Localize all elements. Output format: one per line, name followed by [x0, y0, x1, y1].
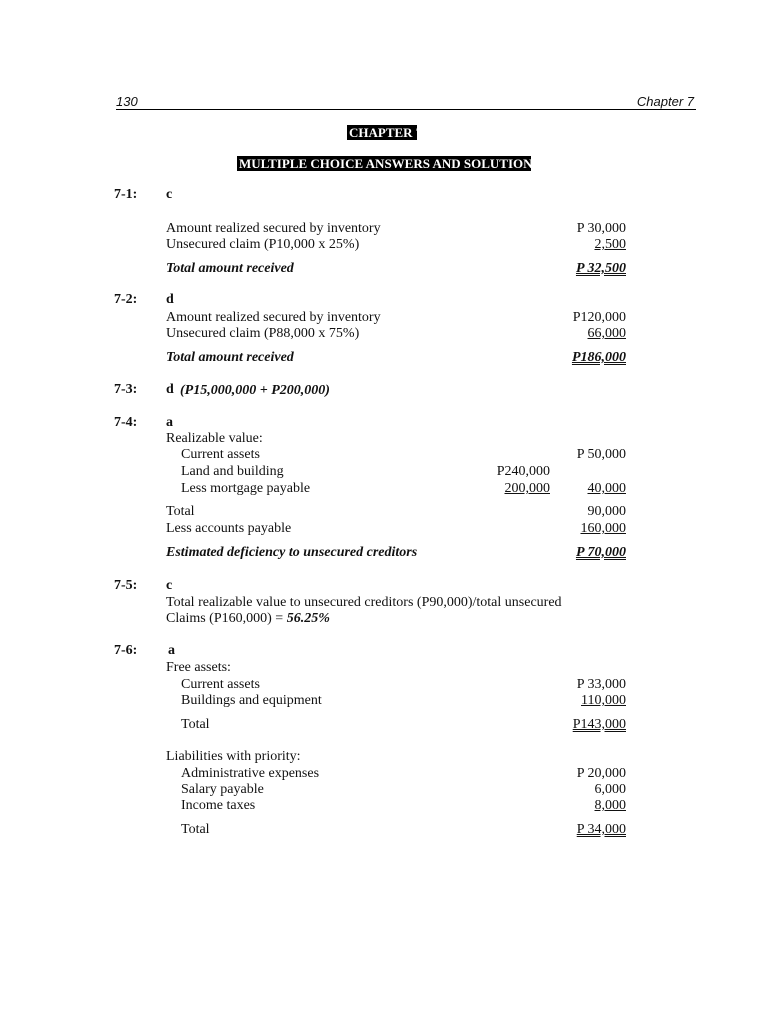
question-number-7-1: 7-1: — [114, 187, 138, 202]
q6-current-amount: P 33,000 — [576, 677, 626, 692]
q1-total-amount: P 32,500 — [575, 261, 626, 276]
q1-line1-amount: P 30,000 — [576, 221, 626, 236]
question-number-7-2: 7-2: — [114, 292, 138, 307]
q6-salary-amount: 6,000 — [594, 782, 626, 797]
answer-7-3-note: (P15,000,000 + P200,000) — [180, 383, 330, 398]
question-number-7-4: 7-4: — [114, 415, 138, 430]
header-rule — [116, 109, 696, 110]
q2-line2-amount: 66,000 — [587, 326, 626, 341]
q6-admin-amount: P 20,000 — [576, 766, 626, 781]
question-number-7-5: 7-5: — [114, 578, 138, 593]
q2-line2-label: Unsecured claim (P88,000 x 75%) — [166, 326, 360, 341]
q4-current-amount: P 50,000 — [576, 447, 626, 462]
running-chapter-title: Chapter 7 — [636, 94, 694, 109]
q5-line2-prefix: Claims (P160,000) = — [166, 611, 287, 626]
q5-line2 — [166, 610, 330, 627]
q6-free-heading: Free assets: — [166, 660, 231, 675]
q4-deficiency-amount: P 70,000 — [575, 545, 626, 560]
q4-total-label: Total — [166, 504, 195, 519]
q6-admin-label: Administrative expenses — [181, 766, 320, 781]
q6-liab-total-label: Total — [181, 822, 210, 837]
q4-heading: Realizable value: — [166, 431, 263, 446]
q4-land-label: Land and building — [181, 464, 284, 479]
answer-7-2: d — [166, 292, 174, 307]
q4-ap-amount: 160,000 — [580, 521, 626, 536]
q4-deficiency-label: Estimated deficiency to unsecured creditors — [166, 545, 418, 560]
q6-free-total-label: Total — [181, 717, 210, 732]
q6-liab-heading: Liabilities with priority: — [166, 749, 301, 764]
q6-tax-label: Income taxes — [181, 798, 256, 813]
chapter-banner: CHAPTER 7 — [349, 125, 423, 140]
q4-mortgage-label: Less mortgage payable — [181, 481, 311, 496]
answer-7-6: a — [168, 643, 175, 658]
q2-line1-amount: P120,000 — [572, 310, 626, 325]
q1-total-label: Total amount received — [166, 261, 294, 276]
q6-bldg-label: Buildings and equipment — [181, 693, 322, 708]
q5-result: 56.25% — [286, 611, 330, 626]
q4-net-amount: 40,000 — [587, 481, 626, 496]
q6-bldg-amount: 110,000 — [581, 693, 626, 708]
q6-liab-total-amount: P 34,000 — [576, 822, 626, 837]
q4-total-amount: 90,000 — [587, 504, 626, 519]
q4-current-label: Current assets — [181, 447, 260, 462]
question-number-7-3: 7-3: — [114, 382, 138, 397]
q5-line1: Total realizable value to unsecured creditors (P90,000)/total unsecured — [166, 595, 562, 610]
q2-line1-label: Amount realized secured by inventory — [166, 310, 381, 325]
q4-mortgage-amount: 200,000 — [504, 481, 550, 496]
answer-7-1: c — [166, 187, 173, 202]
q1-line2-amount: 2,500 — [594, 237, 626, 252]
page-number: 130 — [116, 94, 138, 109]
answer-7-4: a — [166, 415, 173, 430]
q6-tax-amount: 8,000 — [594, 798, 626, 813]
q6-free-total-amount: P143,000 — [572, 717, 626, 732]
q2-total-label: Total amount received — [166, 350, 294, 365]
q6-current-label: Current assets — [181, 677, 260, 692]
answer-7-3: d — [166, 382, 174, 397]
q1-line1-label: Amount realized secured by inventory — [166, 221, 381, 236]
q1-line2-label: Unsecured claim (P10,000 x 25%) — [166, 237, 360, 252]
question-number-7-6: 7-6: — [114, 643, 138, 658]
q4-land-amount: P240,000 — [496, 464, 550, 479]
section-banner: MULTIPLE CHOICE ANSWERS AND SOLUTIONS — [239, 156, 540, 171]
q2-total-amount: P186,000 — [571, 350, 626, 365]
q4-ap-label: Less accounts payable — [166, 521, 292, 536]
q6-salary-label: Salary payable — [181, 782, 264, 797]
answer-7-5: c — [166, 578, 173, 593]
